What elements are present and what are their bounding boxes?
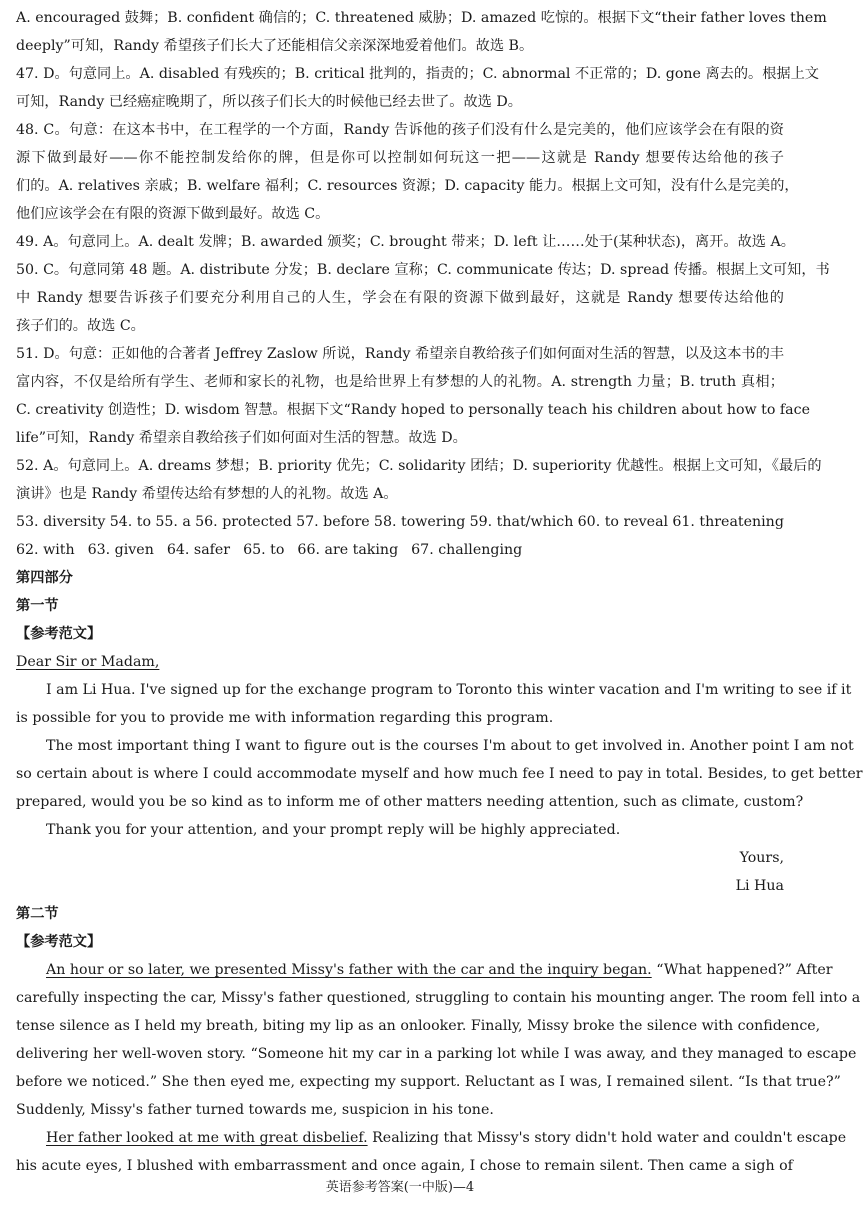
answers-row-53-61	[16, 508, 784, 536]
text-line: 演讲》也是 Randy 希望传达给有梦想的人的礼物。故选 A。	[16, 486, 398, 502]
text-line: 52. A。句意同上。A. dreams 梦想；B. priority 优先；C. solidarity 团结；D. superiority 优越性。根据上文可知，《最后的	[16, 458, 822, 474]
text-line: carefully inspecting the car, Missy's father questioned, struggling to contain his mounting anger. The room fell into a	[16, 990, 861, 1006]
text-line: so certain about is where I could accommodate myself and how much fee I need to pay in total. Besides, to get better	[16, 766, 863, 782]
text-line: 源下做到最好——你不能控制发给你的牌，但是你可以控制如何玩这一把——这就是 Randy 想要传达给他的孩子	[16, 150, 784, 166]
text-line: A. encouraged 鼓舞；B. confident 确信的；C. threatened 威胁；D. amazed 吃惊的。根据下文“their father loves them	[16, 10, 827, 26]
text-line: 中 Randy 想要告诉孩子们要充分利用自己的人生，学会在有限的资源下做到最好，这就是 Randy 想要传达给他的	[16, 290, 784, 306]
text-line: 47. D。句意同上。A. disabled 有残疾的；B. critical 批判的，指责的；C. abnormal 不正常的；D. gone 离去的。根据上文	[16, 66, 819, 82]
text-line: deeply”可知，Randy 希望孩子们长大了还能相信父亲深深地爱着他们。故选 B。	[16, 38, 534, 54]
answer-item: 64. safer	[166, 542, 231, 558]
text-line: Thank you for your attention, and your prompt reply will be highly appreciated.	[46, 822, 621, 838]
text-line: Suddenly, Missy's father turned towards me, suspicion in his tone.	[16, 1102, 494, 1118]
text-line: 48. C。句意：在这本书中，在工程学的一个方面，Randy 告诉他的孩子们没有什么是完美的，他们应该学会在有限的资	[16, 122, 784, 138]
story-paragraph-opening	[16, 1124, 847, 1152]
letter-salutation: Dear Sir or Madam,	[16, 654, 160, 670]
q51-explanation	[16, 340, 810, 452]
answer-item: 66. are taking	[297, 542, 399, 558]
answer-item: 58. towering	[373, 514, 466, 530]
text-line: delivering her well-woven story. “Someone hit my car in a parking lot while I was away, and they managed to escape	[16, 1046, 857, 1062]
answer-item: 61. threatening	[672, 514, 784, 530]
story-paragraph-opening	[16, 956, 833, 984]
given-opening-sentence: An hour or so later, we presented Missy's father with the car and the inquiry began.	[46, 962, 652, 978]
answers-row-62-67	[16, 536, 784, 564]
answer-item: 55. a	[155, 514, 191, 530]
text-line: tense silence as I held my breath, biting my lip as an onlooker. Finally, Missy broke the silence with confidence,	[16, 1018, 821, 1034]
answer-item: 60. to reveal	[577, 514, 669, 530]
text-line: prepared, would you be so kind as to inform me of other matters needing attention, such as climate, custom?	[16, 794, 804, 810]
q50-explanation	[16, 256, 830, 340]
text-line: 49. A。句意同上。A. dealt 发牌；B. awarded 颁奖；C. brought 带来；D. left 让……处于(某种状态)，离开。故选 A。	[16, 234, 795, 250]
text-line: 可知，Randy 已经癌症晚期了，所以孩子们长大的时候他已经去世了。故选 D。	[16, 94, 522, 110]
text-line: 们的。A. relatives 亲戚；B. welfare 福利；C. resources 资源；D. capacity 能力。根据上文可知，没有什么是完美的，	[16, 178, 799, 194]
sample-letter	[16, 648, 863, 900]
section2-heading: 第二节	[16, 906, 59, 922]
text-line: his acute eyes, I blushed with embarrassment and once again, I chose to remain silent. Then came a sigh of	[16, 1158, 793, 1174]
text-line: before we noticed.” She then eyed me, expecting my support. Reluctant as I was, I remained silent. “Is that true?”	[16, 1074, 841, 1090]
answer-item: 54. to	[109, 514, 152, 530]
given-opening-sentence: Her father looked at me with great disbelief.	[46, 1130, 368, 1146]
answer-item: 57. before	[296, 514, 370, 530]
text-line: 50. C。句意同第 48 题。A. distribute 分发；B. declare 宣称；C. communicate 传达；D. spread 传播。根据上文可知，书	[16, 262, 830, 278]
sample-essay-label: 【参考范文】	[16, 626, 102, 642]
answer-item: 62. with	[16, 542, 75, 558]
letter-signature: Li Hua	[735, 878, 784, 894]
answer-item: 67. challenging	[411, 542, 523, 558]
text-line: C. creativity 创造性；D. wisdom 智慧。根据下文“Randy hoped to personally teach his children about how to face	[16, 402, 810, 418]
text-line: The most important thing I want to figure out is the courses I'm about to get involved in. Another point I am not	[46, 738, 854, 754]
q46-explanation-tail	[16, 4, 827, 60]
q47-explanation	[16, 60, 819, 116]
answer-item: 59. that/which	[469, 514, 574, 530]
answer-item: 65. to	[243, 542, 285, 558]
text-line: I am Li Hua. I've signed up for the exchange program to Toronto this winter vacation and I'm writing to see if it	[46, 682, 852, 698]
sample-essay-label: 【参考范文】	[16, 934, 102, 950]
text-line: 孩子们的。故选 C。	[16, 318, 145, 334]
answer-item: 63. given	[87, 542, 154, 558]
sample-story	[16, 956, 861, 1180]
text-line: 他们应该学会在有限的资源下做到最好。故选 C。	[16, 206, 330, 222]
q52-explanation	[16, 452, 822, 508]
answer-item: 53. diversity	[16, 514, 106, 530]
text-line: life”可知，Randy 希望亲自教给孩子们如何面对生活的智慧。故选 D。	[16, 430, 467, 446]
text-span: “What happened?” After	[651, 962, 833, 978]
section1-heading: 第一节	[16, 598, 59, 614]
text-line: 富内容，不仅是给所有学生、老师和家长的礼物，也是给世界上有梦想的人的礼物。A. strength 力量；B. truth 真相；	[16, 374, 784, 390]
text-line: is possible for you to provide me with information regarding this program.	[16, 710, 554, 726]
answer-item: 56. protected	[195, 514, 292, 530]
q48-explanation	[16, 116, 799, 228]
letter-closing: Yours,	[739, 850, 784, 866]
text-line: 51. D。句意：正如他的合著者 Jeffrey Zaslow 所说，Randy 希望亲自教给孩子们如何面对生活的智慧，以及这本书的丰	[16, 346, 784, 362]
text-span: Realizing that Missy's story didn't hold water and couldn't escape	[367, 1130, 847, 1146]
page-footer: 英语参考答案(一中版)—4	[325, 1180, 475, 1195]
q49-explanation	[16, 228, 795, 256]
part4-heading: 第四部分	[16, 570, 73, 586]
